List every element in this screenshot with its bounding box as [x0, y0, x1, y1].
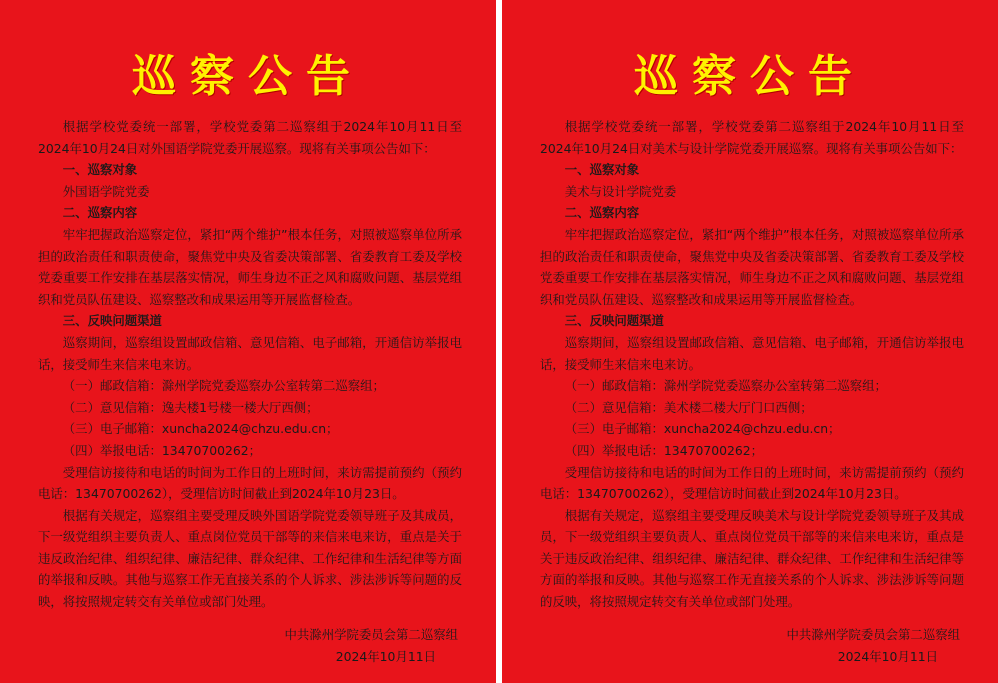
channels-intro: 巡察期间，巡察组设置邮政信箱、意见信箱、电子邮箱，开通信访举报电话，接受师生来信来电来访。	[38, 334, 462, 372]
scope-note: 根据有关规定，巡察组主要受理反映外国语学院党委领导班子及其成员，下一级党组织主要负责人、重点岗位党员干部等的来信来电来访，重点是关于违反政治纪律、组织纪律、廉洁纪律、群众纪律、工作纪律和生活纪律等方面的举报和反映。其他与巡察工作无直接关系的个人诉求、涉法涉诉等问题的反映，将按照规定转交有关单位或部门处理。	[38, 507, 462, 610]
signature-block	[787, 624, 960, 668]
section-heading-target: 一、巡察对象	[62, 162, 138, 178]
inspection-target: 美术与设计学院党委	[564, 183, 677, 199]
intro-paragraph: 根据学校党委统一部署，学校党委第二巡察组于2024年10月11日至2024年10月24日对外国语学院党委开展巡察。现将有关事项公告如下：	[38, 119, 462, 156]
channel-email: （三）电子邮箱：xuncha2024@chzu.edu.cn；	[564, 421, 841, 437]
signature-date: 2024年10月11日	[335, 649, 436, 664]
inspection-content: 牢牢把握政治巡察定位，紧扣“两个维护”根本任务，对照被巡察单位所承担的政治责任和职责使命，聚焦党中央及省委决策部署、省委教育工委及学校党委重要工作安排在基层落实情况，师生身边不正之风和腐败问题、基层党组织和党员队伍建设、巡察整改和成果运用等开展监督检查。	[38, 226, 462, 307]
notice-body	[38, 116, 462, 613]
section-heading-content: 二、巡察内容	[62, 205, 138, 221]
intro-paragraph: 根据学校党委统一部署，学校党委第二巡察组于2024年10月11日至2024年10月24日对美术与设计学院党委开展巡察。现将有关事项公告如下：	[540, 119, 964, 156]
section-heading-channels: 三、反映问题渠道	[564, 313, 664, 329]
notice-title: 巡察公告	[634, 51, 866, 102]
notice-poster-art-design	[502, 0, 998, 683]
signature-org: 中共滁州学院委员会第二巡察组	[284, 627, 458, 642]
time-note: 受理信访接待和电话的时间为工作日的上班时间，来访需提前预约（预约电话：13470700262），受理信访时间截止到2024年10月23日。	[540, 464, 964, 502]
channel-suggestion-box: （二）意见信箱：逸夫楼1号楼一楼大厅西侧；	[62, 399, 319, 415]
channels-intro: 巡察期间，巡察组设置邮政信箱、意见信箱、电子邮箱，开通信访举报电话，接受师生来信来电来访。	[540, 334, 964, 372]
section-heading-channels: 三、反映问题渠道	[62, 313, 162, 329]
channel-email: （三）电子邮箱：xuncha2024@chzu.edu.cn；	[62, 421, 339, 437]
signature-org: 中共滁州学院委员会第二巡察组	[786, 627, 960, 642]
channel-phone: （四）举报电话：13470700262；	[564, 442, 764, 458]
channel-postal-box: （一）邮政信箱：滁州学院党委巡察办公室转第二巡察组；	[62, 378, 385, 394]
signature-date: 2024年10月11日	[837, 649, 938, 664]
notice-title: 巡察公告	[132, 51, 364, 102]
inspection-content: 牢牢把握政治巡察定位，紧扣“两个维护”根本任务，对照被巡察单位所承担的政治责任和职责使命，聚焦党中央及省委决策部署、省委教育工委及学校党委重要工作安排在基层落实情况，师生身边不正之风和腐败问题、基层党组织和党员队伍建设、巡察整改和成果运用等开展监督检查。	[540, 226, 964, 307]
signature-block	[285, 624, 458, 668]
notice-poster-foreign-languages	[0, 0, 496, 683]
scope-note: 根据有关规定，巡察组主要受理反映美术与设计学院党委领导班子及其成员，下一级党组织主要负责人、重点岗位党员干部等的来信来电来访，重点是关于违反政治纪律、组织纪律、廉洁纪律、群众纪律、工作纪律和生活纪律等方面的举报和反映。其他与巡察工作无直接关系的个人诉求、涉法涉诉等问题的反映，将按照规定转交有关单位或部门处理。	[540, 507, 964, 610]
channel-postal-box: （一）邮政信箱：滁州学院党委巡察办公室转第二巡察组；	[564, 378, 887, 394]
channel-phone: （四）举报电话：13470700262；	[62, 442, 262, 458]
channel-suggestion-box: （二）意见信箱：美术楼二楼大厅门口西侧；	[564, 399, 813, 415]
inspection-target: 外国语学院党委	[62, 183, 150, 199]
section-heading-content: 二、巡察内容	[564, 205, 640, 221]
section-heading-target: 一、巡察对象	[564, 162, 640, 178]
notice-body	[540, 116, 964, 613]
time-note: 受理信访接待和电话的时间为工作日的上班时间，来访需提前预约（预约电话：13470700262），受理信访时间截止到2024年10月23日。	[38, 464, 462, 502]
